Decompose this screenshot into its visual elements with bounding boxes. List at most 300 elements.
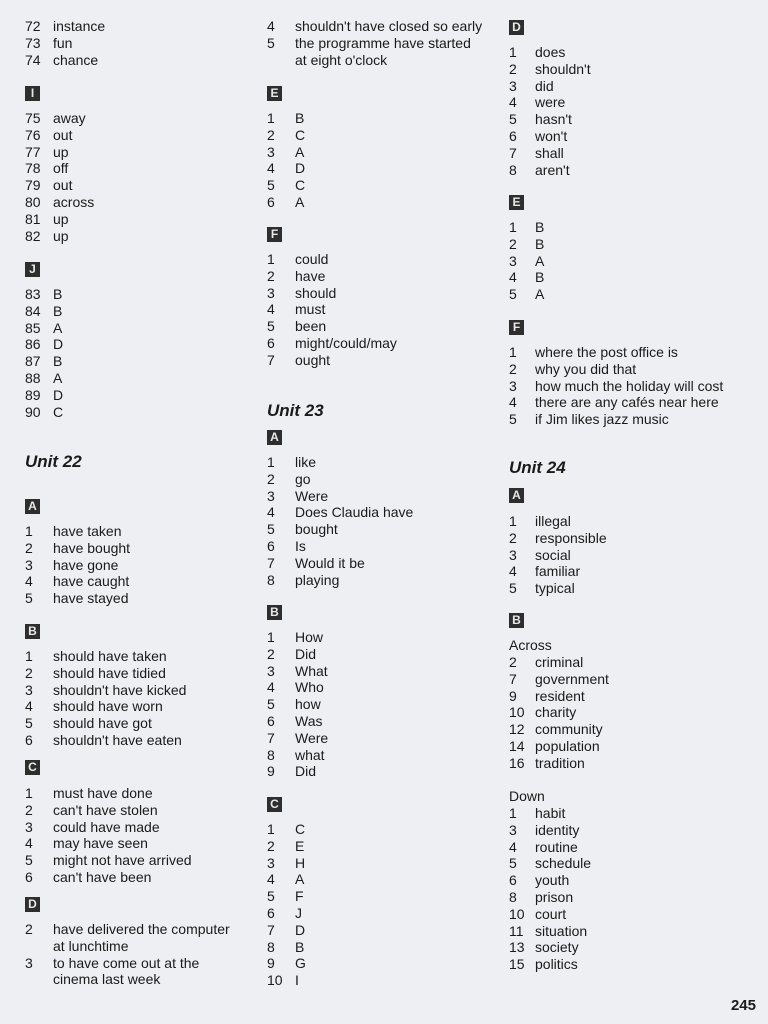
unit-22-heading: Unit 22 [25, 452, 82, 471]
item-number: 5 [509, 580, 517, 597]
item-number: 4 [509, 838, 517, 855]
item-number: 1 [509, 219, 517, 235]
item-number: 2 [267, 837, 275, 854]
item-number: 10 [267, 972, 283, 989]
list-item [25, 286, 63, 303]
item-answer: Does Claudia have [295, 504, 414, 521]
item-answer: up [53, 227, 69, 244]
unit-24-heading: Unit 24 [509, 458, 566, 477]
list-item [509, 286, 544, 303]
list-item [25, 540, 130, 557]
list-item [267, 52, 482, 69]
item-number: 76 [25, 126, 41, 143]
item-number: 1 [25, 785, 33, 801]
item-number: 4 [25, 573, 33, 590]
item-answer: playing [295, 571, 340, 588]
item-answer: charity [535, 704, 577, 721]
item-number: 5 [509, 855, 517, 872]
list-item [509, 78, 591, 95]
item-answer: go [295, 470, 311, 487]
item-number: 2 [267, 126, 275, 143]
item-answer: Did [295, 763, 317, 780]
item-answer: D [53, 336, 64, 353]
item-answer: bought [295, 521, 338, 538]
item-number: 9 [267, 763, 275, 780]
list-item [25, 336, 63, 353]
list-item [25, 955, 230, 972]
item-answer: instance [53, 18, 106, 34]
item-number: 1 [509, 344, 517, 360]
list-item [25, 715, 186, 732]
list-item [509, 839, 591, 856]
item-answer: Did [295, 645, 317, 662]
item-answer: responsible [535, 529, 607, 546]
item-number: 13 [509, 939, 525, 956]
item-answer: How [295, 629, 324, 645]
list-item [267, 285, 397, 302]
list-item [25, 320, 63, 337]
list-item [267, 538, 413, 555]
list-item [509, 411, 723, 428]
item-answer: must have done [53, 785, 153, 801]
item-answer: have caught [53, 573, 130, 590]
item-answer: A [295, 193, 305, 210]
exercise-badge-a: A [25, 499, 40, 514]
item-number: 5 [267, 177, 275, 194]
item-number: 4 [25, 835, 33, 852]
item-number [25, 971, 53, 988]
item-answer: Who [295, 679, 324, 696]
list-item [509, 654, 609, 671]
item-answer: does [535, 44, 566, 60]
item-answer: H [295, 854, 306, 871]
list-item [509, 563, 607, 580]
item-answer: Was [295, 712, 323, 729]
item-number: 83 [25, 286, 41, 302]
list-item [267, 318, 397, 335]
list-item [267, 763, 328, 780]
item-answer: D [295, 160, 306, 177]
list-item [25, 110, 94, 127]
list-item [509, 145, 591, 162]
item-number: 88 [25, 369, 41, 386]
item-answer: prison [535, 888, 574, 905]
item-answer: government [535, 670, 609, 687]
list-exercise-e [267, 110, 305, 211]
item-number: 3 [509, 821, 517, 838]
list-top-continued [25, 18, 105, 68]
item-answer: aren't [535, 161, 570, 178]
item-number: 77 [25, 143, 41, 160]
list-item [509, 688, 609, 705]
list-item [267, 335, 397, 352]
item-number: 5 [267, 34, 275, 51]
list-item [25, 938, 230, 955]
list-item [509, 906, 591, 923]
list-item [267, 555, 413, 572]
item-answer: illegal [535, 513, 571, 529]
list-item [267, 144, 305, 161]
item-number: 5 [267, 521, 275, 538]
item-answer: can't have been [53, 868, 152, 885]
list-item [509, 721, 609, 738]
item-number: 4 [267, 160, 275, 177]
item-number: 3 [509, 252, 517, 269]
list-item [509, 128, 591, 145]
exercise-badge-d: D [25, 897, 40, 912]
list-item [25, 127, 94, 144]
item-number: 75 [25, 110, 41, 126]
list-item [267, 521, 413, 538]
exercise-badge-b: B [509, 613, 524, 628]
item-answer: can't have stolen [53, 801, 158, 818]
item-number: 15 [509, 956, 525, 973]
item-answer: hasn't [535, 111, 572, 128]
item-number: 3 [267, 662, 275, 679]
item-answer: at eight o'clock [295, 51, 388, 68]
item-number: 73 [25, 34, 41, 51]
list-exercise-i [25, 110, 94, 244]
exercise-badge-e: E [509, 195, 524, 210]
list-item [509, 956, 591, 973]
item-answer: identity [535, 821, 580, 838]
list-item [25, 573, 130, 590]
item-answer: routine [535, 838, 578, 855]
item-number: 7 [267, 351, 275, 368]
item-number: 5 [509, 286, 517, 303]
item-answer: if Jim likes jazz music [535, 411, 669, 428]
list-item [25, 35, 105, 52]
list-item [267, 454, 413, 471]
item-number: 9 [267, 955, 275, 972]
list-item [267, 972, 306, 989]
list-item [25, 869, 192, 886]
item-answer: must [295, 301, 326, 318]
item-number: 3 [267, 284, 275, 301]
list-item [267, 922, 306, 939]
item-answer: Is [295, 537, 306, 554]
item-number: 6 [25, 731, 33, 748]
list-item [267, 127, 305, 144]
item-answer: might/could/may [295, 334, 397, 351]
list-item [25, 177, 94, 194]
list-across [509, 654, 609, 772]
item-number: 4 [25, 698, 33, 715]
item-number: 1 [509, 44, 517, 60]
item-number: 90 [25, 403, 41, 420]
list-item [267, 871, 306, 888]
item-number: 3 [267, 854, 275, 871]
list-exercise-c [25, 785, 192, 886]
item-answer: at lunchtime [53, 937, 129, 954]
item-answer: shouldn't have kicked [53, 681, 187, 698]
list-item [267, 488, 413, 505]
item-number: 5 [25, 715, 33, 732]
item-number: 2 [25, 921, 33, 937]
item-answer: society [535, 939, 579, 956]
list-exercise-a [267, 454, 413, 588]
item-number: 81 [25, 210, 41, 227]
item-answer: court [535, 905, 567, 922]
item-number: 9 [509, 687, 517, 704]
item-number: 78 [25, 160, 41, 177]
item-number: 7 [509, 670, 517, 687]
list-exercise-b [25, 648, 186, 749]
list-item [267, 679, 328, 696]
item-answer: D [53, 386, 64, 403]
list-item [267, 905, 306, 922]
item-answer: should have taken [53, 648, 167, 664]
item-number: 8 [509, 888, 517, 905]
list-item [25, 802, 192, 819]
list-item [509, 855, 591, 872]
list-item [267, 160, 305, 177]
list-item [267, 504, 413, 521]
item-number: 4 [509, 94, 517, 111]
list-exercise-b [267, 629, 328, 780]
list-item [25, 303, 63, 320]
item-answer: up [53, 210, 69, 227]
item-number: 6 [509, 127, 517, 144]
item-answer: might not have arrived [53, 852, 192, 869]
item-number: 5 [509, 411, 517, 428]
item-number: 3 [25, 556, 33, 573]
item-answer: C [295, 126, 306, 143]
list-item [25, 835, 192, 852]
list-item [267, 888, 306, 905]
list-item [25, 404, 63, 421]
item-answer: where the post office is [535, 344, 678, 360]
exercise-badge-b: B [267, 605, 282, 620]
list-item [267, 572, 413, 589]
item-number: 4 [267, 301, 275, 318]
item-number: 85 [25, 319, 41, 336]
list-item [267, 194, 305, 211]
list-item [25, 785, 192, 802]
list-item [25, 211, 94, 228]
item-answer: shall [535, 144, 564, 161]
item-number: 1 [509, 513, 517, 529]
item-answer: chance [53, 51, 99, 68]
list-exercise-a [25, 523, 130, 607]
item-number: 16 [509, 754, 525, 771]
item-answer: cinema last week [53, 971, 161, 988]
list-item [509, 111, 591, 128]
list-item [509, 513, 607, 530]
list-item [25, 682, 186, 699]
list-item [25, 648, 186, 665]
list-item [509, 923, 591, 940]
list-item [25, 370, 63, 387]
item-answer: typical [535, 580, 575, 597]
list-item [267, 747, 328, 764]
list-item [25, 52, 105, 69]
item-number: 2 [267, 470, 275, 487]
item-number: 1 [267, 629, 275, 645]
item-answer: to have come out at the [53, 954, 200, 971]
item-answer: youth [535, 872, 570, 889]
list-top-continued [267, 18, 482, 68]
exercise-badge-f: F [509, 320, 524, 335]
list-item [267, 177, 305, 194]
list-item [509, 822, 591, 839]
list-item [267, 471, 413, 488]
list-item [267, 663, 328, 680]
item-answer: how much the holiday will cost [535, 377, 724, 394]
item-answer: fun [53, 34, 73, 51]
list-down [509, 805, 591, 973]
exercise-badge-j: J [25, 262, 40, 277]
list-item [267, 955, 306, 972]
item-answer: have gone [53, 556, 119, 573]
list-item [509, 872, 591, 889]
list-item [509, 889, 591, 906]
list-exercise-a [509, 513, 607, 597]
item-number: 82 [25, 227, 41, 244]
item-answer: Would it be [295, 554, 365, 571]
item-number: 8 [509, 161, 517, 178]
item-number: 6 [267, 904, 275, 921]
item-number: 3 [25, 954, 33, 971]
item-answer: What [295, 662, 328, 679]
item-number: 11 [509, 922, 524, 939]
list-exercise-e [509, 219, 544, 303]
list-item [267, 301, 397, 318]
item-number: 3 [267, 487, 275, 504]
list-exercise-f [509, 344, 723, 428]
item-number: 2 [509, 529, 517, 546]
item-number: 7 [267, 921, 275, 938]
list-item [267, 696, 328, 713]
item-answer: should [295, 284, 337, 301]
item-answer: D [295, 921, 306, 938]
item-answer: shouldn't have closed so early [295, 18, 483, 34]
item-number: 79 [25, 177, 41, 194]
item-answer: B [295, 938, 305, 955]
item-number: 89 [25, 386, 41, 403]
item-answer: tradition [535, 754, 585, 771]
list-item [509, 219, 544, 236]
item-answer: social [535, 546, 571, 563]
item-answer: A [535, 252, 545, 269]
item-answer: B [535, 269, 545, 286]
item-answer: off [53, 160, 69, 177]
item-answer: the programme have started [295, 34, 471, 51]
list-item [25, 18, 105, 35]
item-number: 6 [267, 712, 275, 729]
item-number: 5 [25, 590, 33, 607]
page-number: 245 [730, 997, 756, 1014]
item-number: 4 [267, 18, 275, 34]
item-number: 5 [267, 696, 275, 713]
item-answer: schedule [535, 855, 592, 872]
item-answer: C [295, 177, 306, 194]
list-exercise-j [25, 286, 63, 420]
item-number: 7 [509, 144, 517, 161]
item-answer: should have got [53, 715, 152, 732]
item-answer: ought [295, 351, 331, 368]
item-answer: have [295, 267, 326, 284]
item-answer: could [295, 251, 329, 267]
exercise-badge-a: A [267, 430, 282, 445]
item-answer: up [53, 143, 69, 160]
list-item [25, 971, 230, 988]
item-number: 87 [25, 353, 41, 370]
list-item [509, 378, 723, 395]
item-number: 4 [267, 679, 275, 696]
list-item [267, 251, 397, 268]
item-number: 6 [267, 537, 275, 554]
item-answer: should have worn [53, 698, 163, 715]
item-number: 4 [509, 563, 517, 580]
list-item [509, 344, 723, 361]
list-item [509, 269, 544, 286]
item-answer: familiar [535, 563, 581, 580]
item-answer: A [295, 143, 305, 160]
item-answer: criminal [535, 654, 584, 670]
item-answer: have delivered the computer [53, 921, 230, 937]
item-answer: have bought [53, 539, 131, 556]
item-answer: B [535, 219, 545, 235]
list-item [267, 730, 328, 747]
item-number: 4 [267, 871, 275, 888]
item-number: 1 [267, 821, 275, 837]
list-exercise-d [509, 44, 591, 178]
list-item [267, 838, 306, 855]
item-answer: habit [535, 805, 566, 821]
list-item [509, 704, 609, 721]
list-item [509, 394, 723, 411]
list-item [509, 939, 591, 956]
list-item [267, 18, 482, 35]
item-number [267, 52, 295, 69]
list-exercise-d [25, 921, 230, 988]
item-answer: won't [535, 127, 568, 144]
item-answer: B [53, 353, 63, 370]
unit-23-heading: Unit 23 [267, 401, 324, 420]
item-number: 8 [267, 571, 275, 588]
list-item [267, 821, 306, 838]
item-number: 2 [509, 654, 517, 670]
item-number: 4 [509, 394, 517, 411]
item-number: 4 [267, 504, 275, 521]
list-item [25, 353, 63, 370]
item-answer: C [295, 821, 306, 837]
list-item [267, 629, 328, 646]
item-answer: A [53, 369, 63, 386]
down-label: Down [509, 788, 545, 804]
list-item [25, 160, 94, 177]
item-answer: J [295, 904, 302, 921]
item-number: 3 [509, 377, 517, 394]
item-number: 7 [267, 729, 275, 746]
list-item [267, 35, 482, 52]
item-answer: population [535, 737, 600, 754]
list-item [25, 698, 186, 715]
list-item [267, 352, 397, 369]
item-answer: resident [535, 687, 585, 704]
item-answer: Were [295, 729, 329, 746]
item-number: 1 [267, 454, 275, 470]
item-number: 6 [509, 872, 517, 889]
item-number: 8 [267, 938, 275, 955]
item-answer: B [53, 286, 63, 302]
item-answer: should have tidied [53, 664, 166, 681]
list-item [509, 671, 609, 688]
item-number: 3 [25, 818, 33, 835]
list-item [25, 732, 186, 749]
exercise-badge-e: E [267, 86, 282, 101]
